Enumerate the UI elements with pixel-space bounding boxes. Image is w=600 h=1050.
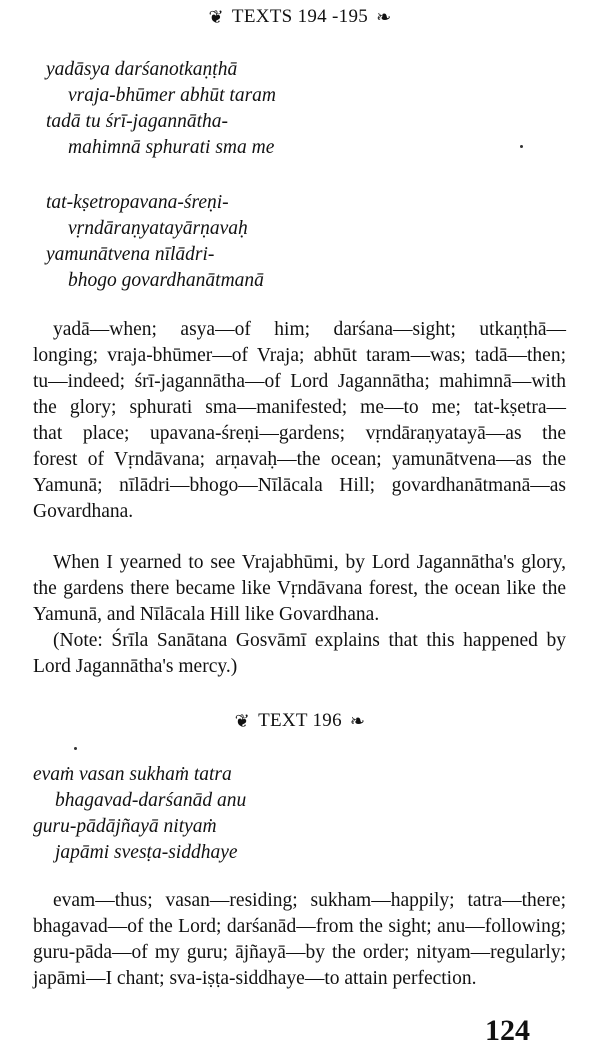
- synonym-line: that place; upavana-śreṇi—gardens; vṛndāraṇyatayā—as the: [33, 423, 566, 444]
- page-number: 124: [485, 1014, 530, 1047]
- speck: [74, 747, 77, 750]
- verse-line: vṛndāraṇyatayārṇavaḥ: [68, 218, 248, 239]
- synonym-line: yadā—when; asya—of him; darśana—sight; utkaṇṭhā—: [53, 319, 566, 340]
- verse-196: [33, 762, 246, 866]
- synonym-line: Govardhana.: [33, 501, 134, 522]
- synonym-line: the glory; sphurati sma—manifested; me—to me; tat-kṣetra—: [33, 397, 566, 418]
- verse-line: evaṁ vasan sukhaṁ tatra: [33, 764, 232, 785]
- translation-line: the gardens there became like Vṛndāvana forest, the ocean like the: [33, 578, 566, 599]
- section-heading-texts-194-195: [0, 6, 600, 28]
- heading-text: TEXT 196: [258, 710, 342, 731]
- synonym-line: tu—indeed; śrī-jagannātha—of Lord Jagannātha; mahimnā—with: [33, 371, 566, 392]
- verse-line: mahimnā sphurati sma me: [68, 137, 275, 158]
- purport-line: (Note: Śrīla Sanātana Gosvāmī explains that this happened by: [53, 630, 566, 651]
- ornament-right-icon: ❧: [376, 7, 392, 27]
- translation-line: Yamunā, and Nīlācala Hill like Govardhana.: [33, 604, 380, 625]
- verse-line: bhogo govardhanātmanā: [68, 270, 264, 291]
- ornament-left-icon: ❦: [234, 711, 251, 731]
- heading-text: TEXTS 194 -195: [231, 6, 369, 27]
- synonym-line: evam—thus; vasan—residing; sukham—happily; tatra—there;: [53, 890, 566, 911]
- purport-line: Lord Jagannātha's mercy.): [33, 656, 238, 677]
- section-heading-text-196: [0, 710, 600, 732]
- verse-line: tadā tu śrī-jagannātha-: [46, 111, 229, 132]
- verse-line: guru-pādājñayā nityaṁ: [33, 816, 217, 837]
- synonyms-194-195: [33, 317, 566, 525]
- verse-line: japāmi svesṭa-siddhaye: [55, 842, 238, 863]
- ornament-right-icon: ❧: [349, 711, 366, 731]
- synonym-line: Yamunā; nīlādri—bhogo—Nīlācala Hill; govardhanātmanā—as: [33, 475, 566, 496]
- translation-194-195: [33, 550, 566, 680]
- verse-194-195: [46, 57, 276, 161]
- verse-line: tat-kṣetropavana-śreṇi-: [46, 192, 229, 213]
- verse-line: bhagavad-darśanād anu: [55, 790, 247, 811]
- translation-line: When I yearned to see Vrajabhūmi, by Lord Jagannātha's glory,: [53, 552, 566, 573]
- synonym-line: guru-pāda—of my guru; ājñayā—by the order; nityam—regularly;: [33, 942, 566, 963]
- verse-194-195-part2: [46, 190, 264, 294]
- synonyms-196: [33, 888, 566, 992]
- verse-line: yamunātvena nīlādri-: [46, 244, 215, 265]
- ornament-left-icon: ❦: [208, 7, 224, 27]
- synonym-line: longing; vraja-bhūmer—of Vraja; abhūt taram—was; tadā—then;: [33, 345, 566, 366]
- synonym-line: forest of Vṛndāvana; arṇavaḥ—the ocean; yamunātvena—as the: [33, 449, 566, 470]
- verse-line: yadāsya darśanotkaṇṭhā: [46, 59, 238, 80]
- speck: [520, 145, 523, 148]
- synonym-line: bhagavad—of the Lord; darśanād—from the sight; anu—following;: [33, 916, 566, 937]
- verse-line: vraja-bhūmer abhūt taram: [68, 85, 276, 106]
- synonym-line: japāmi—I chant; sva-iṣṭa-siddhaye—to attain perfection.: [33, 968, 477, 989]
